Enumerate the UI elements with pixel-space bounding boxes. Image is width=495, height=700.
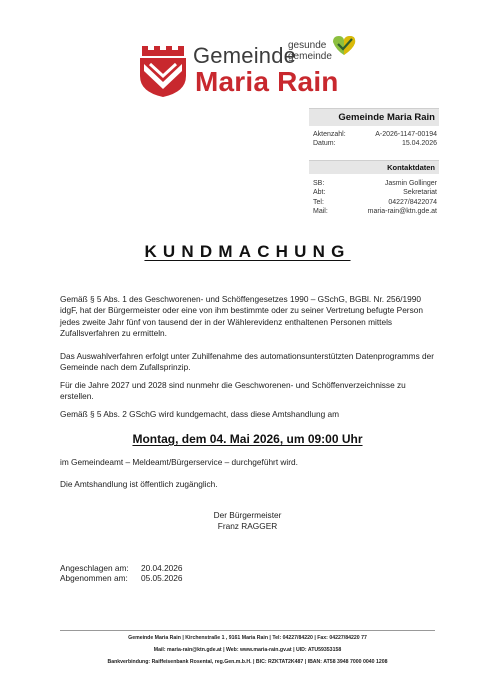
removed-label: Abgenommen am: — [60, 573, 128, 583]
contact-value: 04227/8422074 — [388, 198, 437, 206]
footer-address: Gemeinde Maria Rain | Kirchenstraße 1 , 9161 Maria Rain | Tel: 04227/84220 | Fax: 04227/84220 77 — [128, 635, 367, 641]
contact-box — [309, 160, 439, 216]
signature-name: Franz RAGGER — [217, 521, 278, 531]
info-row-aktenzahl — [309, 130, 439, 139]
document-title: KUNDMACHUNG — [144, 242, 351, 261]
event-date-time: Montag, dem 04. Mai 2026, um 09:00 Uhr — [132, 432, 363, 446]
info-value: A-2026-1147-00194 — [375, 131, 437, 138]
removed-row — [60, 573, 183, 584]
removed-date: 05.05.2026 — [141, 573, 183, 583]
paragraph-procedure: Das Auswahlverfahren erfolgt unter Zuhilfenahme des automationsunterstützten Datenprogramms der Gemeinde nach dem Zufallsprinzip. — [60, 351, 435, 373]
paragraph-announcement: Gemäß § 5 Abs. 2 GSchG wird kundgemacht, dass diese Amtshandlung am — [60, 409, 340, 419]
logo-word-gemeinde: Gemeinde — [193, 43, 297, 68]
paragraph-years: Für die Jahre 2027 und 2028 sind nunmehr die Geschworenen- und Schöffenverzeichnisse zu erstellen. — [60, 380, 406, 402]
paragraph-public: Die Amtshandlung ist öffentlich zugänglich. — [60, 479, 218, 489]
footer-bank: Bankverbindung: Raiffeisenbank Rosental, reg.Gen.m.b.H. | BIC: RZKTAT2K487 | IBAN: AT58 3948 7000 0040 1208 — [107, 659, 388, 665]
contact-label: Abt: — [313, 189, 326, 197]
info-box — [309, 108, 439, 149]
municipal-crest-logo — [138, 42, 188, 98]
posted-row — [60, 563, 183, 574]
contact-row-sb — [309, 179, 439, 188]
logo-word-gemeinde-small: gemeinde — [288, 51, 332, 62]
info-label: Aktenzahl: — [313, 131, 346, 138]
info-row-datum — [309, 139, 439, 148]
contact-heading: Kontaktdaten — [309, 160, 439, 174]
signature-role: Der Bürgermeister — [213, 510, 282, 520]
heart-icon — [330, 34, 358, 56]
info-label: Datum: — [313, 140, 336, 148]
contact-email-link[interactable]: maria-rain@ktn.gde.at — [367, 207, 437, 215]
paragraph-legal-basis: Gemäß § 5 Abs. 1 des Geschworenen- und Schöffengesetzes 1990 – GSchG, BGBl. Nr. 256/1990 idgF, hat der Bürgermeister oder eine von ihm bestimmte oder zu seiner Vertretung befugte Person jedes zweite Jahr fünf von tausend der in der Wählerevidenz enthaltenen Personen mittels Zufallsverfahren zu ermitteln. — [60, 294, 423, 338]
posted-date: 20.04.2026 — [141, 563, 183, 573]
paragraph-location: im Gemeindeamt – Meldeamt/Bürgerservice – durchgeführt wird. — [60, 457, 298, 467]
contact-label: Tel: — [313, 198, 324, 206]
contact-row-abt — [309, 188, 439, 197]
info-value: 15.04.2026 — [401, 140, 437, 148]
contact-value: Jasmin Gollinger — [384, 180, 437, 187]
logo-word-maria-rain: Maria Rain — [195, 66, 339, 97]
posted-label: Angeschlagen am: — [60, 563, 129, 573]
logo-word-gesunde: gesunde — [288, 40, 327, 51]
contact-row-mail — [309, 207, 439, 216]
contact-label: Mail: — [313, 207, 328, 215]
contact-row-tel — [309, 198, 439, 207]
footer-divider — [60, 630, 435, 631]
info-box-heading: Gemeinde Maria Rain — [309, 108, 439, 126]
contact-value: Sekretariat — [403, 189, 437, 197]
contact-label: SB: — [313, 180, 325, 187]
footer-contact: Mail: maria-rain@ktn.gde.at | Web: www.maria-rain.gv.at | UID: ATU59353158 — [153, 647, 342, 653]
